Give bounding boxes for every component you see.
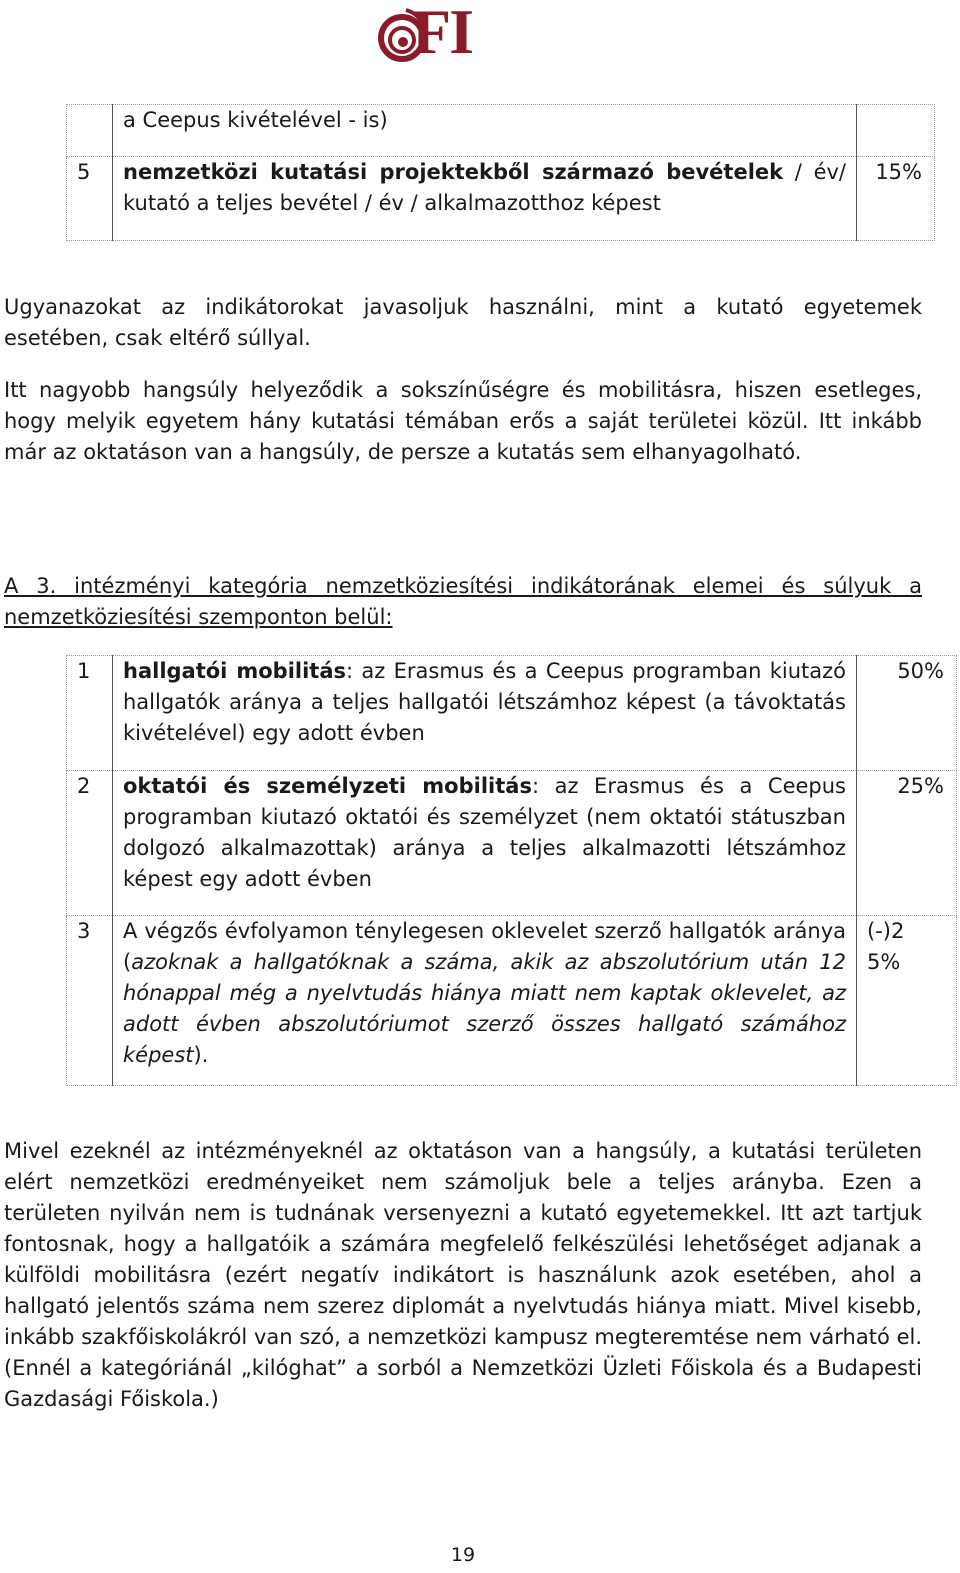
row-text: : az Erasmus és a Ceepus programban kiutazó hallgatók aránya a teljes hallgatói létszámhoz képest (a távoktatás kivételével) egy adott évben	[123, 659, 847, 745]
row-bold-title: oktatói és személyzeti mobilitás	[123, 774, 532, 798]
table-row	[67, 157, 935, 241]
row-percent-value: (-)25%	[867, 919, 905, 974]
criteria-table	[66, 655, 957, 1086]
row-description	[113, 916, 857, 1086]
logo-letters: FI	[412, 0, 472, 67]
row-text: : az Erasmus és a Ceepus programban kiutazó oktatói és személyzet (nem oktatói státuszban dolgozó alkalmazottak) aránya a teljes alkalmazotti létszámhoz képest egy adott évben	[123, 774, 847, 891]
row-number: 5	[67, 157, 113, 241]
row-italic-text: azoknak a hallgatóknak a száma, akik az abszolutórium után 12 hónappal még a nyelvtudás hiánya miatt nem kaptak oklevelet, az adott évben abszolutóriumot szerző összes hallgató számához képest	[123, 950, 846, 1067]
paragraph-2: Itt nagyobb hangsúly helyeződik a sokszínűségre és mobilitásra, hiszen esetleges, hogy melyik egyetem hány kutatási témában erős a saját területei közül. Itt inkább már az oktatáson van a hangsúly, de persze a kutatás sem elhanyagolható.	[4, 378, 922, 464]
row-text: a Ceepus kivételével - is)	[123, 108, 388, 132]
table-row	[67, 105, 935, 157]
row-bold-title: hallgatói mobilitás	[123, 659, 347, 683]
row-description	[113, 105, 857, 157]
ofi-logo	[376, 0, 500, 67]
row-percent: 15%	[857, 157, 935, 241]
row-description	[113, 157, 857, 241]
row-number	[67, 105, 113, 157]
row-description	[113, 656, 857, 771]
row-text: / év/ kutató a teljes bevétel / év / alkalmazotthoz képest	[123, 160, 846, 215]
row-percent: 50%	[857, 656, 957, 771]
table-row	[67, 771, 957, 916]
row-percent	[857, 105, 935, 157]
row-number: 2	[67, 771, 113, 916]
row-bold-title: nemzetközi kutatási projektekből származó bevételek	[123, 160, 784, 184]
paragraph-3: Mivel ezeknél az intézményeknél az oktatáson van a hangsúly, a kutatási területen elért nemzetközi eredményeiket nem számoljuk bele a teljes arányba. Ezen a területen nyilván nem is tudnának versenyezni a kutató egyetemekkel. Itt azt tartjuk fontosnak, hogy a hallgatóik a számára megfelelő felkészülési lehetőséget adjanak a külföldi mobilitásra (ezért negatív indikátort is használunk azok esetében, ahol a hallgató jelentős száma nem szerez diplomát a nyelvtudás hiánya miatt. Mivel kisebb, inkább szakfőiskolákról van szó, a nemzetközi kampusz megteremtése nem várható el. (Ennél a kategóriánál „kilóghat” a sorból a Nemzetközi Üzleti Főiskola és a Budapesti Gazdasági Főiskola.)	[4, 1139, 922, 1411]
row-percent: 25%	[857, 771, 957, 916]
paragraph-1: Ugyanazokat az indikátorokat javasoljuk használni, mint a kutató egyetemek esetében, csak eltérő súllyal.	[4, 295, 922, 350]
row-description	[113, 771, 857, 916]
row-percent	[857, 916, 957, 1086]
row-number: 3	[67, 916, 113, 1086]
section-heading: A 3. intézményi kategória nemzetköziesítési indikátorának elemei és súlyuk a nemzetköziesítési szemponton belül:	[4, 574, 922, 629]
row-number: 1	[67, 656, 113, 771]
page-number: 19	[450, 1544, 476, 1566]
criteria-table-top	[66, 104, 935, 241]
table-row	[67, 656, 957, 771]
table-row	[67, 916, 957, 1086]
row-text-end: ).	[193, 1043, 209, 1067]
row-text: A végzős évfolyamon ténylegesen oklevelet szerző hallgatók aránya (	[123, 919, 846, 974]
